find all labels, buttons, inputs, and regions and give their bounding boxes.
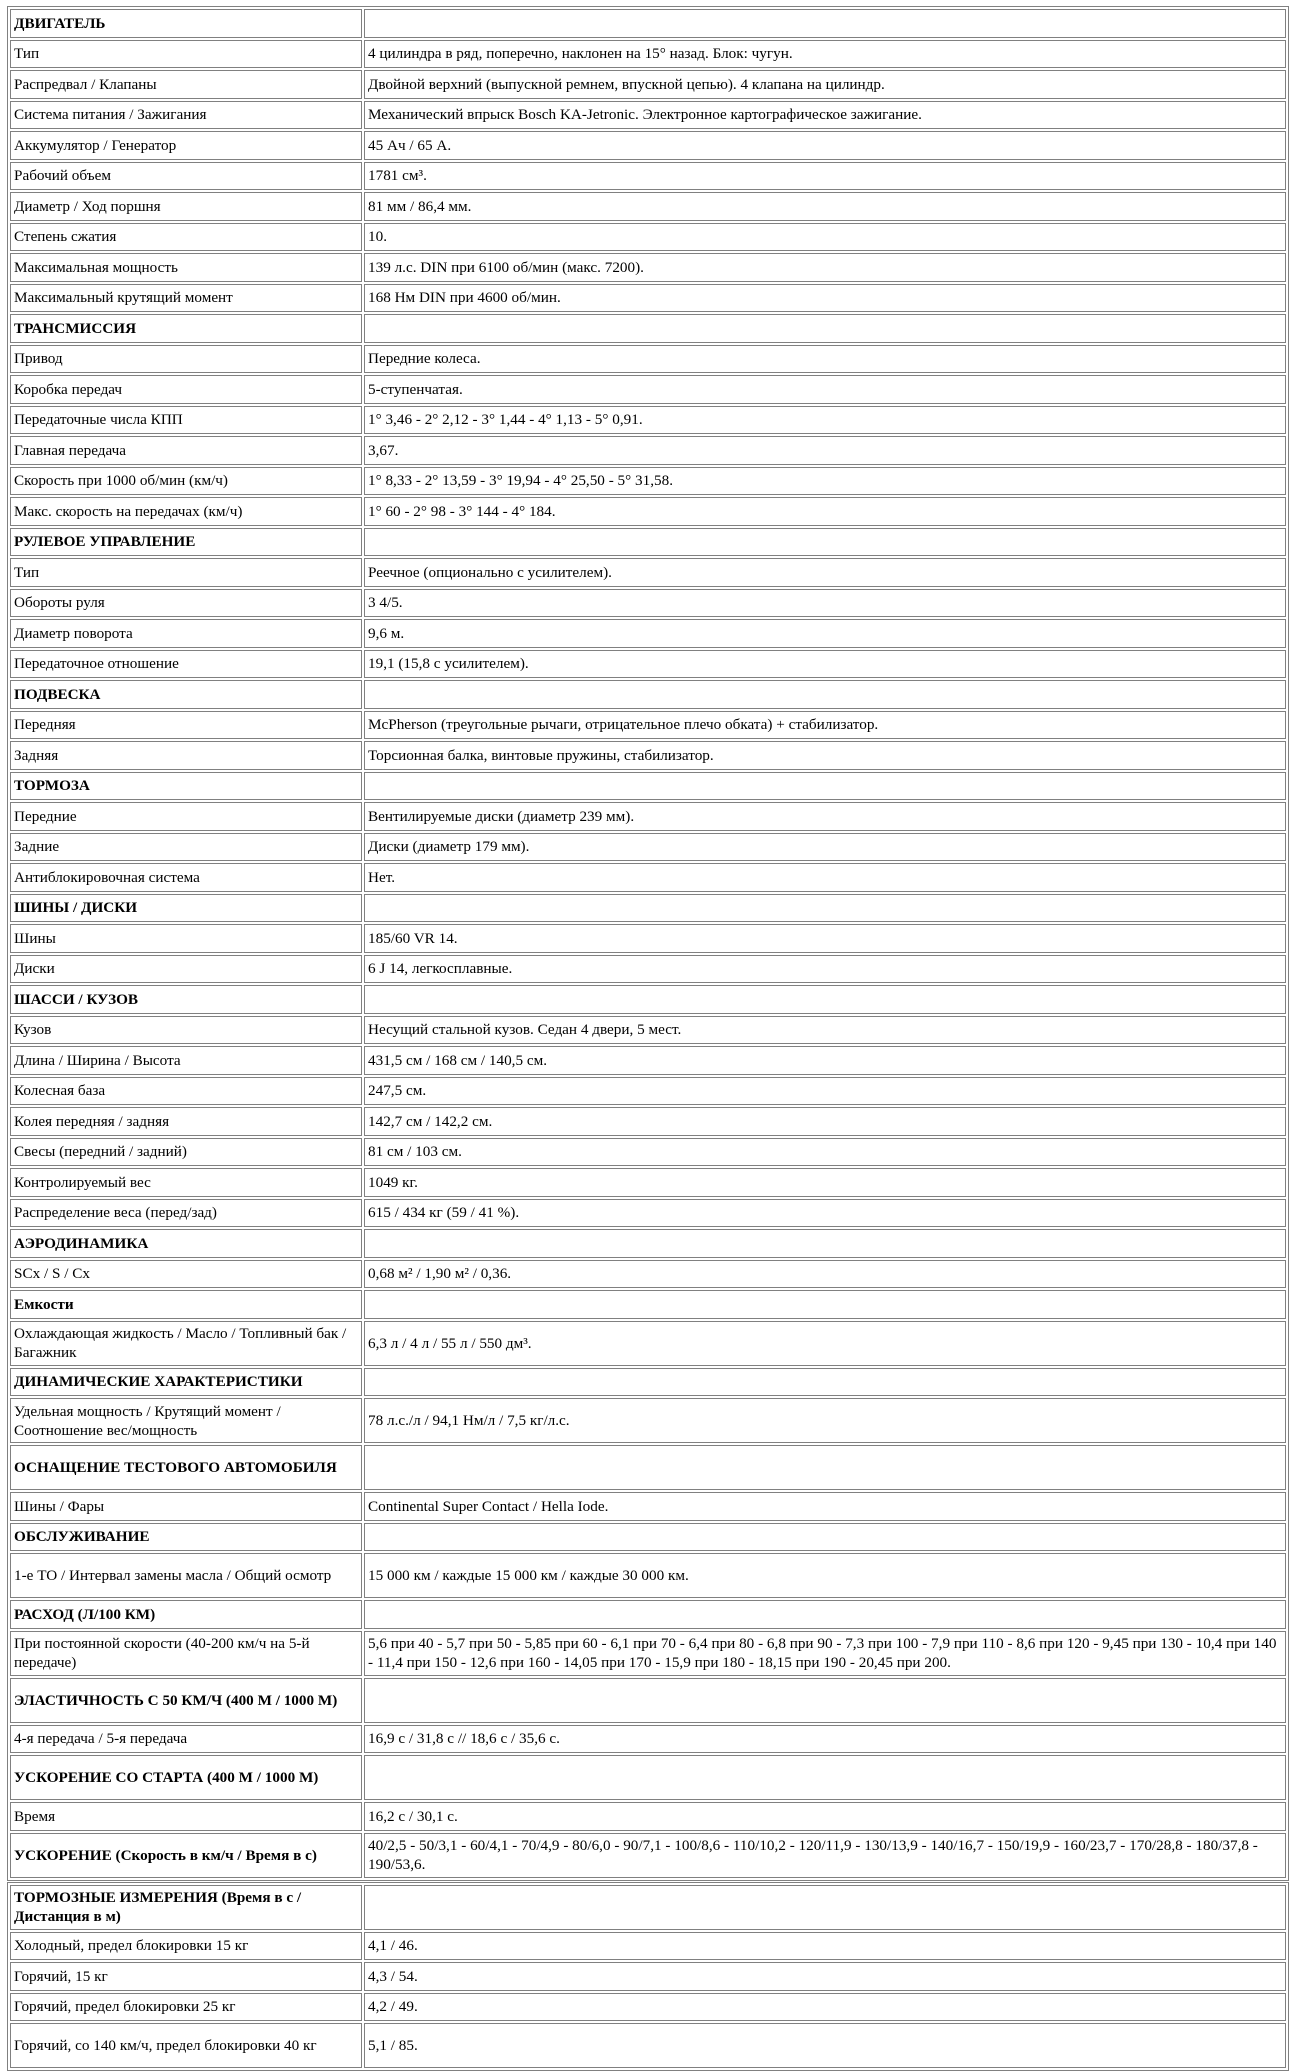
spec-label: Передаточные числа КПП: [10, 406, 362, 435]
spec-value: 139 л.с. DIN при 6100 об/мин (макс. 7200).: [364, 253, 1286, 282]
spec-value: 4,1 / 46.: [364, 1932, 1286, 1961]
spec-value: 9,6 м.: [364, 619, 1286, 648]
spec-label: Диски: [10, 955, 362, 984]
spec-value: 168 Нм DIN при 4600 об/мин.: [364, 284, 1286, 313]
spec-label: Макс. скорость на передачах (км/ч): [10, 497, 362, 526]
section-value-cell: [364, 894, 1286, 923]
section-value-cell: [364, 985, 1286, 1014]
section-title: ОБСЛУЖИВАНИЕ: [10, 1523, 362, 1552]
spec-value: 185/60 VR 14.: [364, 924, 1286, 953]
section-title: РУЛЕВОЕ УПРАВЛЕНИЕ: [10, 528, 362, 557]
spec-value: McPherson (треугольные рычаги, отрицательное плечо обката) + стабилизатор.: [364, 711, 1286, 740]
spec-label: Скорость при 1000 об/мин (км/ч): [10, 467, 362, 496]
spec-row: [10, 1802, 1286, 1831]
spec-row: [10, 619, 1286, 648]
spec-value: 15 000 км / каждые 15 000 км / каждые 30 000 км.: [364, 1553, 1286, 1598]
section-title: ТОРМОЗНЫЕ ИЗМЕРЕНИЯ (Время в с / Дистанция в м): [10, 1885, 362, 1930]
spec-value: 1049 кг.: [364, 1168, 1286, 1197]
spec-value: Нет.: [364, 863, 1286, 892]
spec-value: 5,1 / 85.: [364, 2023, 1286, 2068]
section-title: ЭЛАСТИЧНОСТЬ С 50 КМ/Ч (400 М / 1000 М): [10, 1678, 362, 1723]
spec-row: [10, 1631, 1286, 1676]
spec-label: Охлаждающая жидкость / Масло / Топливный бак / Багажник: [10, 1321, 362, 1366]
spec-value: 16,2 с / 30,1 с.: [364, 1802, 1286, 1831]
spec-row: [10, 375, 1286, 404]
spec-label: Антиблокировочная система: [10, 863, 362, 892]
section-header-row: [10, 1833, 1286, 1878]
spec-row: [10, 253, 1286, 282]
spec-row: [10, 345, 1286, 374]
spec-row: [10, 955, 1286, 984]
spec-row: [10, 131, 1286, 160]
spec-row: [10, 1993, 1286, 2022]
spec-label: Кузов: [10, 1016, 362, 1045]
section-header-row: [10, 1290, 1286, 1319]
spec-label: Тип: [10, 40, 362, 69]
spec-row: [10, 711, 1286, 740]
section-header-row: [10, 1885, 1286, 1930]
spec-label: Степень сжатия: [10, 223, 362, 252]
spec-label: Шины / Фары: [10, 1492, 362, 1521]
section-header-row: [10, 985, 1286, 1014]
section-header-row: [10, 680, 1286, 709]
spec-value: 142,7 см / 142,2 см.: [364, 1107, 1286, 1136]
section-header-row: [10, 1229, 1286, 1258]
section-title: ДВИГАТЕЛЬ: [10, 9, 362, 38]
spec-row: [10, 1046, 1286, 1075]
section-title: ТОРМОЗА: [10, 772, 362, 801]
spec-value: 615 / 434 кг (59 / 41 %).: [364, 1199, 1286, 1228]
section-title: ШАССИ / КУЗОВ: [10, 985, 362, 1014]
section-value-cell: [364, 1523, 1286, 1552]
spec-label: Удельная мощность / Крутящий момент / Соотношение вес/мощность: [10, 1398, 362, 1443]
spec-row: [10, 802, 1286, 831]
spec-value: 45 Ач / 65 А.: [364, 131, 1286, 160]
section-value-cell: [364, 528, 1286, 557]
section-title: ТРАНСМИССИЯ: [10, 314, 362, 343]
spec-sheet: [7, 6, 1289, 2071]
spec-value: 1° 60 - 2° 98 - 3° 144 - 4° 184.: [364, 497, 1286, 526]
spec-label: Передаточное отношение: [10, 650, 362, 679]
spec-label: Диаметр поворота: [10, 619, 362, 648]
section-value-cell: [364, 1600, 1286, 1629]
section-value-cell: [364, 314, 1286, 343]
spec-label: Задняя: [10, 741, 362, 770]
section-title: РАСХОД (Л/100 КМ): [10, 1600, 362, 1629]
spec-row: [10, 1932, 1286, 1961]
spec-value: Вентилируемые диски (диаметр 239 мм).: [364, 802, 1286, 831]
spec-row: [10, 40, 1286, 69]
section-header-row: [10, 1755, 1286, 1800]
spec-row: [10, 1321, 1286, 1366]
spec-label: Привод: [10, 345, 362, 374]
spec-row: [10, 1492, 1286, 1521]
spec-label: Диаметр / Ход поршня: [10, 192, 362, 221]
spec-label: Задние: [10, 833, 362, 862]
section-title: ШИНЫ / ДИСКИ: [10, 894, 362, 923]
section-value-cell: [364, 9, 1286, 38]
spec-row: [10, 1260, 1286, 1289]
spec-value: 19,1 (15,8 с усилителем).: [364, 650, 1286, 679]
spec-label: Передние: [10, 802, 362, 831]
spec-value: Механический впрыск Bosch KA-Jetronic. Электронное картографическое зажигание.: [364, 101, 1286, 130]
spec-label: Главная передача: [10, 436, 362, 465]
spec-row: [10, 70, 1286, 99]
spec-label: Обороты руля: [10, 589, 362, 618]
section-header-row: [10, 894, 1286, 923]
spec-row: [10, 833, 1286, 862]
spec-row: [10, 741, 1286, 770]
section-value-cell: 40/2,5 - 50/3,1 - 60/4,1 - 70/4,9 - 80/6,0 - 90/7,1 - 100/8,6 - 110/10,2 - 120/11,9 - 130/13,9 - 140/16,7 - 150/19,9 - 160/23,7 - 170/28,8 - 180/37,8 - 190/53,6.: [364, 1833, 1286, 1878]
spec-value: 6 J 14, легкосплавные.: [364, 955, 1286, 984]
spec-label: Колесная база: [10, 1077, 362, 1106]
spec-value: 3,67.: [364, 436, 1286, 465]
spec-label: Аккумулятор / Генератор: [10, 131, 362, 160]
spec-label: При постоянной скорости (40-200 км/ч на 5-й передаче): [10, 1631, 362, 1676]
section-title: УСКОРЕНИЕ СО СТАРТА (400 М / 1000 М): [10, 1755, 362, 1800]
spec-value: 5-ступенчатая.: [364, 375, 1286, 404]
spec-row: [10, 1962, 1286, 1991]
spec-value: 81 см / 103 см.: [364, 1138, 1286, 1167]
spec-value: 1° 8,33 - 2° 13,59 - 3° 19,94 - 4° 25,50 - 5° 31,58.: [364, 467, 1286, 496]
spec-value: 10.: [364, 223, 1286, 252]
spec-value: 6,3 л / 4 л / 55 л / 550 дм³.: [364, 1321, 1286, 1366]
spec-row: [10, 1107, 1286, 1136]
spec-value: 78 л.с./л / 94,1 Нм/л / 7,5 кг/л.с.: [364, 1398, 1286, 1443]
spec-value: 4 цилиндра в ряд, поперечно, наклонен на 15° назад. Блок: чугун.: [364, 40, 1286, 69]
section-value-cell: [364, 1445, 1286, 1490]
spec-label: Горячий, 15 кг: [10, 1962, 362, 1991]
section-header-row: [10, 1678, 1286, 1723]
spec-label: Контролируемый вес: [10, 1168, 362, 1197]
spec-label: 1-е ТО / Интервал замены масла / Общий осмотр: [10, 1553, 362, 1598]
spec-row: [10, 558, 1286, 587]
spec-value: 3 4/5.: [364, 589, 1286, 618]
spec-label: Система питания / Зажигания: [10, 101, 362, 130]
section-header-row: [10, 1600, 1286, 1629]
spec-row: [10, 1725, 1286, 1754]
spec-value: 81 мм / 86,4 мм.: [364, 192, 1286, 221]
section-value-cell: [364, 1368, 1286, 1397]
spec-value: 247,5 см.: [364, 1077, 1286, 1106]
spec-row: [10, 1553, 1286, 1598]
section-value-cell: [364, 772, 1286, 801]
spec-value: Несущий стальной кузов. Седан 4 двери, 5 мест.: [364, 1016, 1286, 1045]
spec-value: Торсионная балка, винтовые пружины, стабилизатор.: [364, 741, 1286, 770]
spec-value: Реечное (опционально с усилителем).: [364, 558, 1286, 587]
spec-value: 4,2 / 49.: [364, 1993, 1286, 2022]
spec-row: [10, 101, 1286, 130]
spec-row: [10, 1168, 1286, 1197]
spec-row: [10, 589, 1286, 618]
spec-label: Передняя: [10, 711, 362, 740]
spec-label: Горячий, предел блокировки 25 кг: [10, 1993, 362, 2022]
spec-value: 16,9 с / 31,8 с // 18,6 с / 35,6 с.: [364, 1725, 1286, 1754]
spec-label: Шины: [10, 924, 362, 953]
spec-value: Continental Super Contact / Hella Iode.: [364, 1492, 1286, 1521]
spec-value: 5,6 при 40 - 5,7 при 50 - 5,85 при 60 - 6,1 при 70 - 6,4 при 80 - 6,8 при 90 - 7,3 при 100 - 7,9 при 110 - 8,6 при 120 - 9,45 при 130 - 10,4 при 140 - 11,4 при 150 - 12,6 при 160 - 14,05 при 170 - 15,9 при 180 - 18,15 при 190 - 20,45 при 200.: [364, 1631, 1286, 1676]
spec-row: [10, 650, 1286, 679]
section-value-cell: [364, 680, 1286, 709]
spec-row: [10, 467, 1286, 496]
section-title: ПОДВЕСКА: [10, 680, 362, 709]
spec-value: Двойной верхний (выпускной ремнем, впускной цепью). 4 клапана на цилиндр.: [364, 70, 1286, 99]
spec-row: [10, 284, 1286, 313]
spec-label: 4-я передача / 5-я передача: [10, 1725, 362, 1754]
spec-label: Длина / Ширина / Высота: [10, 1046, 362, 1075]
spec-row: [10, 1077, 1286, 1106]
spec-value: 431,5 см / 168 см / 140,5 см.: [364, 1046, 1286, 1075]
section-title: ДИНАМИЧЕСКИЕ ХАРАКТЕРИСТИКИ: [10, 1368, 362, 1397]
section-title: Емкости: [10, 1290, 362, 1319]
spec-row: [10, 223, 1286, 252]
brake-measurements-table: [7, 1882, 1289, 2071]
spec-label: Рабочий объем: [10, 162, 362, 191]
spec-value: 1781 см³.: [364, 162, 1286, 191]
section-header-row: [10, 314, 1286, 343]
section-value-cell: [364, 1755, 1286, 1800]
section-header-row: [10, 1445, 1286, 1490]
spec-label: Коробка передач: [10, 375, 362, 404]
section-title: ОСНАЩЕНИЕ ТЕСТОВОГО АВТОМОБИЛЯ: [10, 1445, 362, 1490]
spec-row: [10, 1138, 1286, 1167]
spec-label: Максимальная мощность: [10, 253, 362, 282]
section-value-cell: [364, 1290, 1286, 1319]
section-header-row: [10, 528, 1286, 557]
spec-row: [10, 863, 1286, 892]
spec-row: [10, 2023, 1286, 2068]
section-title: АЭРОДИНАМИКА: [10, 1229, 362, 1258]
spec-label: Холодный, предел блокировки 15 кг: [10, 1932, 362, 1961]
spec-value: 1° 3,46 - 2° 2,12 - 3° 1,44 - 4° 1,13 - 5° 0,91.: [364, 406, 1286, 435]
spec-label: Распределение веса (перед/зад): [10, 1199, 362, 1228]
spec-table: [7, 6, 1289, 1881]
section-header-row: [10, 1523, 1286, 1552]
section-header-row: [10, 1368, 1286, 1397]
section-title: УСКОРЕНИЕ (Скорость в км/ч / Время в с): [10, 1833, 362, 1878]
section-value-cell: [364, 1678, 1286, 1723]
spec-label: Распредвал / Клапаны: [10, 70, 362, 99]
spec-row: [10, 406, 1286, 435]
spec-row: [10, 1199, 1286, 1228]
spec-row: [10, 924, 1286, 953]
spec-row: [10, 497, 1286, 526]
spec-row: [10, 192, 1286, 221]
spec-label: Свесы (передний / задний): [10, 1138, 362, 1167]
spec-label: Максимальный крутящий момент: [10, 284, 362, 313]
spec-value: 0,68 м² / 1,90 м² / 0,36.: [364, 1260, 1286, 1289]
section-value-cell: [364, 1229, 1286, 1258]
spec-value: Диски (диаметр 179 мм).: [364, 833, 1286, 862]
spec-label: SCx / S / Cx: [10, 1260, 362, 1289]
section-value-cell: [364, 1885, 1286, 1930]
spec-label: Тип: [10, 558, 362, 587]
spec-row: [10, 1016, 1286, 1045]
spec-label: Время: [10, 1802, 362, 1831]
section-header-row: [10, 772, 1286, 801]
spec-value: 4,3 / 54.: [364, 1962, 1286, 1991]
spec-row: [10, 1398, 1286, 1443]
spec-label: Колея передняя / задняя: [10, 1107, 362, 1136]
section-header-row: [10, 9, 1286, 38]
spec-row: [10, 436, 1286, 465]
spec-label: Горячий, со 140 км/ч, предел блокировки 40 кг: [10, 2023, 362, 2068]
spec-value: Передние колеса.: [364, 345, 1286, 374]
spec-row: [10, 162, 1286, 191]
